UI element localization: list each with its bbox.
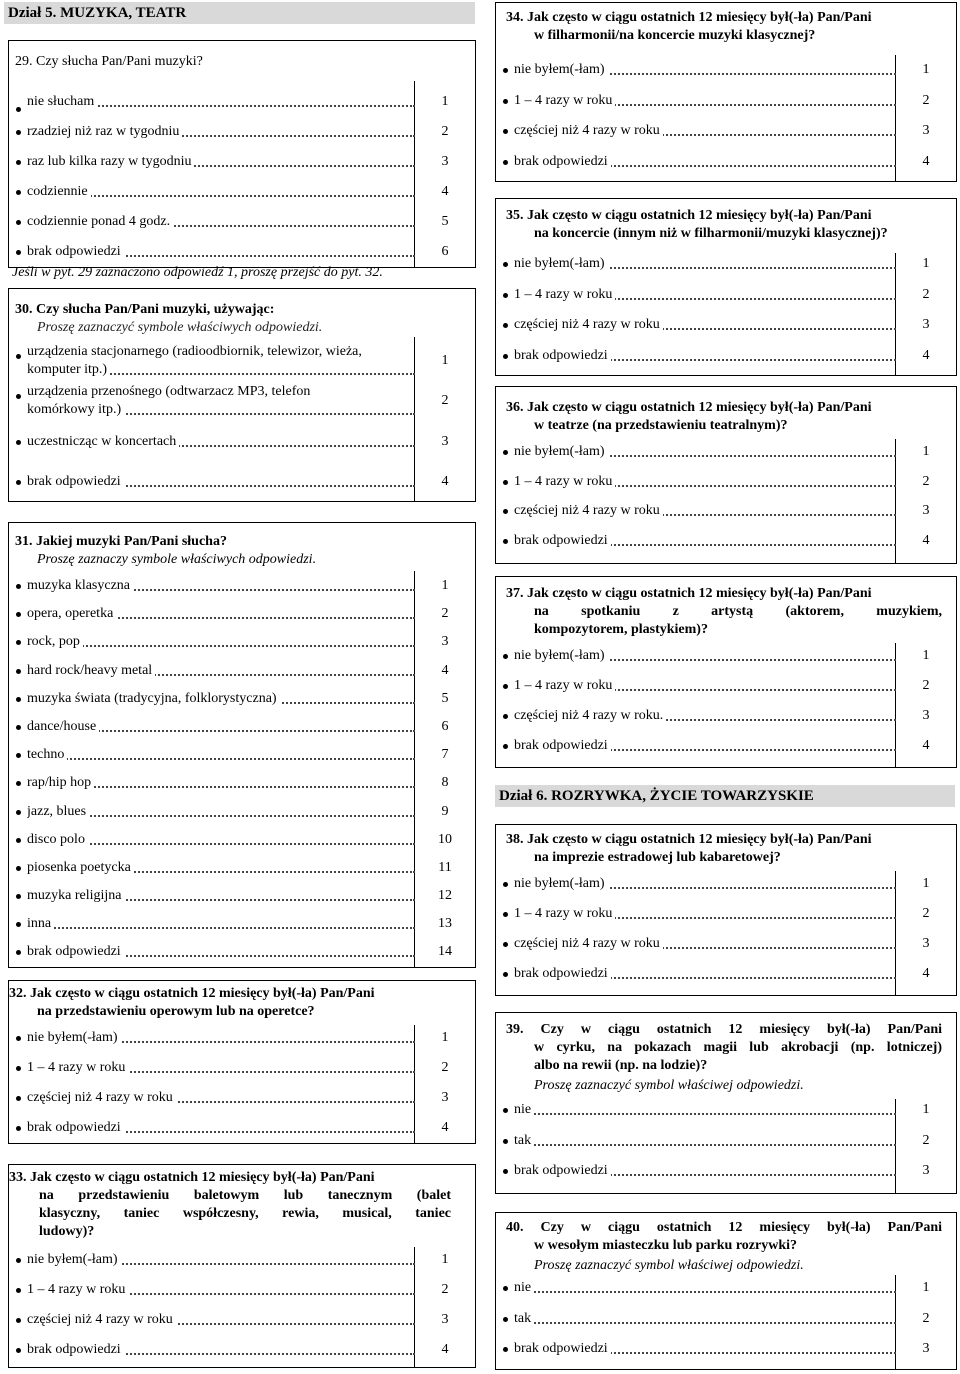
question-30-title: 30. Czy słucha Pan/Pani muzyki, używając: xyxy=(15,302,275,317)
option[interactable] xyxy=(500,737,956,767)
option-label: brak odpowiedzi xyxy=(514,1341,611,1356)
option[interactable]: nie słucham 1 xyxy=(27,94,449,109)
option[interactable] xyxy=(13,887,475,915)
option[interactable] xyxy=(13,774,475,802)
option-label: tak xyxy=(514,1133,534,1148)
option-label: częściej niż 4 razy w roku xyxy=(514,503,663,518)
question-34-options xyxy=(500,61,956,183)
option[interactable]: brak odpowiedzi 6 xyxy=(27,244,449,259)
option[interactable] xyxy=(500,122,956,153)
option[interactable] xyxy=(13,633,475,661)
option-label: częściej niż 4 razy w roku xyxy=(514,123,663,138)
option-code: 2 xyxy=(441,606,449,622)
option-code: 1 xyxy=(922,1280,930,1295)
option-code: 3 xyxy=(922,936,930,951)
option-label: 1 – 4 razy w roku xyxy=(27,1060,128,1075)
option-code: 4 xyxy=(441,1120,449,1135)
option[interactable] xyxy=(500,935,956,965)
option-code: 2 xyxy=(441,1282,449,1297)
option-code: 9 xyxy=(441,803,449,819)
option[interactable] xyxy=(500,286,956,317)
option[interactable] xyxy=(500,707,956,737)
option-label: brak odpowiedzi xyxy=(514,966,611,981)
option-label: dance/house xyxy=(27,719,99,734)
option[interactable] xyxy=(13,746,475,774)
option[interactable] xyxy=(500,61,956,92)
question-31 xyxy=(8,522,476,968)
option[interactable] xyxy=(13,577,475,605)
option-label: brak odpowiedzi xyxy=(514,154,611,169)
question-37-title: 37. Jak często w ciągu ostatnich 12 miesięcy był(-ła) Pan/Pani na spotkaniu z artystą (aktorem, muzykiem, kompozytorem, plastykiem)? xyxy=(506,586,942,637)
question-38-options xyxy=(500,875,956,995)
question-31-instruction: Proszę zaznaczy symbole właściwych odpowiedzi. xyxy=(37,552,317,567)
option-code: 6 xyxy=(441,718,449,734)
option-code: 3 xyxy=(922,1341,930,1356)
option-label: nie byłem(-łam) xyxy=(514,648,608,663)
question-37 xyxy=(495,576,957,768)
option[interactable] xyxy=(13,1281,475,1311)
option[interactable] xyxy=(13,915,475,943)
option-code: 1 xyxy=(922,62,930,77)
option-label: rock, pop xyxy=(27,634,83,649)
question-29-title: 29. Czy słucha Pan/Pani muzyki? xyxy=(15,54,203,69)
option-label: brak odpowiedzi xyxy=(514,738,611,753)
option[interactable]: brak odpowiedzi 4 xyxy=(27,474,449,489)
option-code: 11 xyxy=(438,859,452,875)
question-36-title: 36. Jak często w ciągu ostatnich 12 miesięcy był(-ła) Pan/Pani w teatrze (na przedstawieniu teatralnym)? xyxy=(506,400,872,433)
option[interactable] xyxy=(500,92,956,123)
option[interactable]: raz lub kilka razy w tygodniu 3 xyxy=(27,154,449,169)
question-29-note: Jeśli w pyt. 29 zaznaczono odpowiedź 1, proszę przejść do pyt. 32. xyxy=(12,265,383,280)
option[interactable] xyxy=(500,875,956,905)
option-label: 1 – 4 razy w roku xyxy=(514,474,615,489)
option[interactable] xyxy=(500,1101,956,1132)
question-36-options xyxy=(500,443,956,561)
option-code: 5 xyxy=(441,690,449,706)
option-code: 2 xyxy=(922,286,930,302)
question-38-title: 38. Jak często w ciągu ostatnich 12 miesięcy był(-ła) Pan/Pani na imprezie estradowej lub kabaretowej? xyxy=(506,832,872,865)
option[interactable]: codziennie ponad 4 godz. 5 xyxy=(27,214,449,229)
option-label: 1 – 4 razy w roku xyxy=(27,1282,128,1297)
option[interactable] xyxy=(500,1340,956,1371)
question-30-instruction: Proszę zaznaczyć symbole właściwych odpowiedzi. xyxy=(37,320,323,335)
section-title-5: Dział 5. MUZYKA, TEATR xyxy=(4,2,475,24)
option-label: 1 – 4 razy w roku xyxy=(514,678,615,693)
option-code: 4 xyxy=(441,662,449,678)
question-32-title: 32. Jak często w ciągu ostatnich 12 miesięcy był(-ła) Pan/Pani na przedstawieniu operowym lub na operetce? xyxy=(9,986,375,1019)
option-code: 14 xyxy=(438,944,452,960)
option-label: inna xyxy=(27,916,54,931)
option-code: 1 xyxy=(441,1252,449,1267)
option[interactable] xyxy=(500,1132,956,1163)
option[interactable] xyxy=(13,1119,475,1149)
question-29-options xyxy=(13,93,475,273)
option-code: 1 xyxy=(922,648,930,663)
question-40 xyxy=(495,1212,957,1370)
option[interactable] xyxy=(500,473,956,503)
option-label: piosenka poetycka xyxy=(27,860,134,875)
question-30 xyxy=(8,288,476,502)
question-31-options xyxy=(13,577,475,972)
option-label: jazz, blues xyxy=(27,804,89,819)
option[interactable] xyxy=(500,347,956,378)
option[interactable] xyxy=(13,690,475,718)
question-40-instruction: Proszę zaznaczyć symbol właściwej odpowiedzi. xyxy=(534,1258,804,1273)
option-code: 3 xyxy=(922,317,930,332)
option[interactable] xyxy=(500,965,956,995)
option[interactable] xyxy=(500,255,956,286)
option-label: disco polo xyxy=(27,832,88,847)
option[interactable]: urządzenia przenośnego (odtwarzacz MP3, telefon komórkowy itp.) 2 xyxy=(27,384,449,417)
option-label: częściej niż 4 razy w roku xyxy=(27,1312,176,1327)
option[interactable]: rzadziej niż raz w tygodniu 2 xyxy=(27,124,449,139)
question-33-title: 33. Jak często w ciągu ostatnich 12 miesięcy był(-ła) Pan/Pani na przedstawieniu baletowym lub tanecznym (balet klasyczny, taniec współczesny, rewia, musical, taniec ludowy)? xyxy=(9,1170,451,1239)
option[interactable] xyxy=(500,443,956,473)
option-label: brak odpowiedzi xyxy=(27,1120,124,1135)
option[interactable]: urządzenia stacjonarnego (radioodbiornik, telewizor, wieża, komputer itp.) 1 xyxy=(27,344,449,377)
option-label: brak odpowiedzi xyxy=(27,1342,124,1357)
option-code: 3 xyxy=(441,634,449,650)
option-code: 4 xyxy=(922,738,930,753)
option-code: 3 xyxy=(922,1163,930,1178)
option[interactable] xyxy=(13,1341,475,1371)
option[interactable] xyxy=(500,1279,956,1310)
option-code: 8 xyxy=(441,775,449,791)
option-label: tak xyxy=(514,1311,534,1326)
question-38 xyxy=(495,824,957,996)
question-40-options xyxy=(500,1279,956,1371)
option[interactable] xyxy=(500,677,956,707)
option[interactable] xyxy=(500,1310,956,1341)
option-code: 4 xyxy=(922,966,930,981)
option-code: 1 xyxy=(441,578,449,593)
option-label: opera, operetka xyxy=(27,606,116,621)
question-33 xyxy=(8,1164,476,1368)
option-code: 1 xyxy=(922,444,930,459)
question-32-options xyxy=(13,1029,475,1149)
question-39 xyxy=(495,1012,957,1194)
question-37-options xyxy=(500,647,956,767)
option[interactable]: codziennie 4 xyxy=(27,184,449,199)
option-code: 7 xyxy=(441,747,449,763)
option-label: częściej niż 4 razy w roku xyxy=(514,317,663,332)
option[interactable] xyxy=(13,718,475,746)
option-label: muzyka świata (tradycyjna, folklorystyczna) xyxy=(27,691,280,706)
option-code: 2 xyxy=(441,1060,449,1075)
option-label: częściej niż 4 razy w roku. xyxy=(514,708,666,723)
option-label: 1 – 4 razy w roku xyxy=(514,906,615,921)
option-code: 4 xyxy=(922,532,930,548)
option-code: 1 xyxy=(922,1102,930,1117)
option-label: nie xyxy=(514,1280,534,1295)
question-36 xyxy=(495,386,957,564)
question-34-title: 34. Jak często w ciągu ostatnich 12 miesięcy był(-ła) Pan/Pani w filharmonii/na koncercie muzyki klasycznej? xyxy=(506,10,872,43)
option[interactable] xyxy=(500,532,956,562)
option-code: 1 xyxy=(922,876,930,891)
option-code: 3 xyxy=(441,1312,449,1327)
option[interactable] xyxy=(13,605,475,633)
option-code: 3 xyxy=(922,503,930,518)
question-29 xyxy=(8,40,476,268)
option-code: 2 xyxy=(922,92,930,108)
option[interactable] xyxy=(13,662,475,690)
option-label: nie byłem(-łam) xyxy=(514,444,608,459)
option-label: brak odpowiedzi xyxy=(514,348,611,363)
option[interactable] xyxy=(13,803,475,831)
question-35-options xyxy=(500,255,956,377)
option-code: 2 xyxy=(922,1310,930,1326)
option-code: 1 xyxy=(922,256,930,271)
option-label: nie byłem(-łam) xyxy=(514,876,608,891)
option-code: 10 xyxy=(438,831,452,847)
section-title-6: Dział 6. ROZRYWKA, ŻYCIE TOWARZYSKIE xyxy=(495,785,955,807)
option-code: 4 xyxy=(922,347,930,363)
option-label: hard rock/heavy metal xyxy=(27,663,155,678)
question-31-title: 31. Jakiej muzyki Pan/Pani słucha? xyxy=(15,534,227,549)
question-33-options xyxy=(13,1251,475,1371)
option-code: 2 xyxy=(922,473,930,489)
option-label: brak odpowiedzi xyxy=(27,944,124,959)
option-label: brak odpowiedzi xyxy=(514,533,611,548)
option[interactable] xyxy=(13,1029,475,1059)
option[interactable] xyxy=(13,1059,475,1089)
option-label: częściej niż 4 razy w roku xyxy=(27,1090,176,1105)
option-code: 13 xyxy=(438,916,452,932)
option-code: 3 xyxy=(441,1090,449,1105)
option[interactable] xyxy=(500,647,956,677)
question-35 xyxy=(495,198,957,376)
option-label: muzyka klasyczna xyxy=(27,578,133,593)
question-32 xyxy=(8,980,476,1144)
option[interactable] xyxy=(500,905,956,935)
option[interactable] xyxy=(500,502,956,532)
option-label: brak odpowiedzi xyxy=(514,1163,611,1178)
option-code: 4 xyxy=(441,1342,449,1357)
option-label: 1 – 4 razy w roku xyxy=(514,93,615,108)
option[interactable] xyxy=(500,316,956,347)
option-code: 12 xyxy=(438,888,452,904)
option[interactable] xyxy=(13,943,475,971)
option[interactable]: uczestnicząc w koncertach 3 xyxy=(27,434,449,449)
option[interactable] xyxy=(500,1162,956,1193)
question-39-instruction: Proszę zaznaczyć symbol właściwej odpowiedzi. xyxy=(534,1078,804,1093)
option-code: 3 xyxy=(922,708,930,723)
option-label: techno xyxy=(27,747,67,762)
option-label: nie byłem(-łam) xyxy=(27,1252,121,1267)
question-34 xyxy=(495,2,957,182)
option-code: 4 xyxy=(922,153,930,169)
option-label: nie xyxy=(514,1102,534,1117)
option-code: 2 xyxy=(922,678,930,693)
option-code: 2 xyxy=(922,1132,930,1148)
question-40-title: 40. Czy w ciągu ostatnich 12 miesięcy był(-ła) Pan/Pani w wesołym miasteczku lub parku rozrywki? xyxy=(506,1220,942,1253)
option-code: 2 xyxy=(922,906,930,921)
option-label: nie byłem(-łam) xyxy=(514,256,608,271)
option-label: muzyka religijna xyxy=(27,888,124,903)
option[interactable] xyxy=(13,831,475,859)
option-label: 1 – 4 razy w roku xyxy=(514,287,615,302)
option[interactable] xyxy=(13,1089,475,1119)
option[interactable] xyxy=(13,1311,475,1341)
option-code: 1 xyxy=(441,1030,449,1045)
option-label: nie byłem(-łam) xyxy=(514,62,608,77)
question-39-title: 39. Czy w ciągu ostatnich 12 miesięcy był(-ła) Pan/Pani w cyrku, na pokazach magii lub akrobacji (np. lotniczej) albo na rewii (np. na lodzie)? xyxy=(506,1022,942,1073)
option[interactable] xyxy=(13,859,475,887)
option-code: 3 xyxy=(922,123,930,138)
question-39-options xyxy=(500,1101,956,1193)
option-label: częściej niż 4 razy w roku xyxy=(514,936,663,951)
question-35-title: 35. Jak często w ciągu ostatnich 12 miesięcy był(-ła) Pan/Pani na koncercie (innym niż w filharmonii/muzyki klasycznej)? xyxy=(506,208,888,241)
option[interactable] xyxy=(500,153,956,184)
option-label: rap/hip hop xyxy=(27,775,94,790)
option[interactable] xyxy=(13,1251,475,1281)
option-label: nie byłem(-łam) xyxy=(27,1030,121,1045)
